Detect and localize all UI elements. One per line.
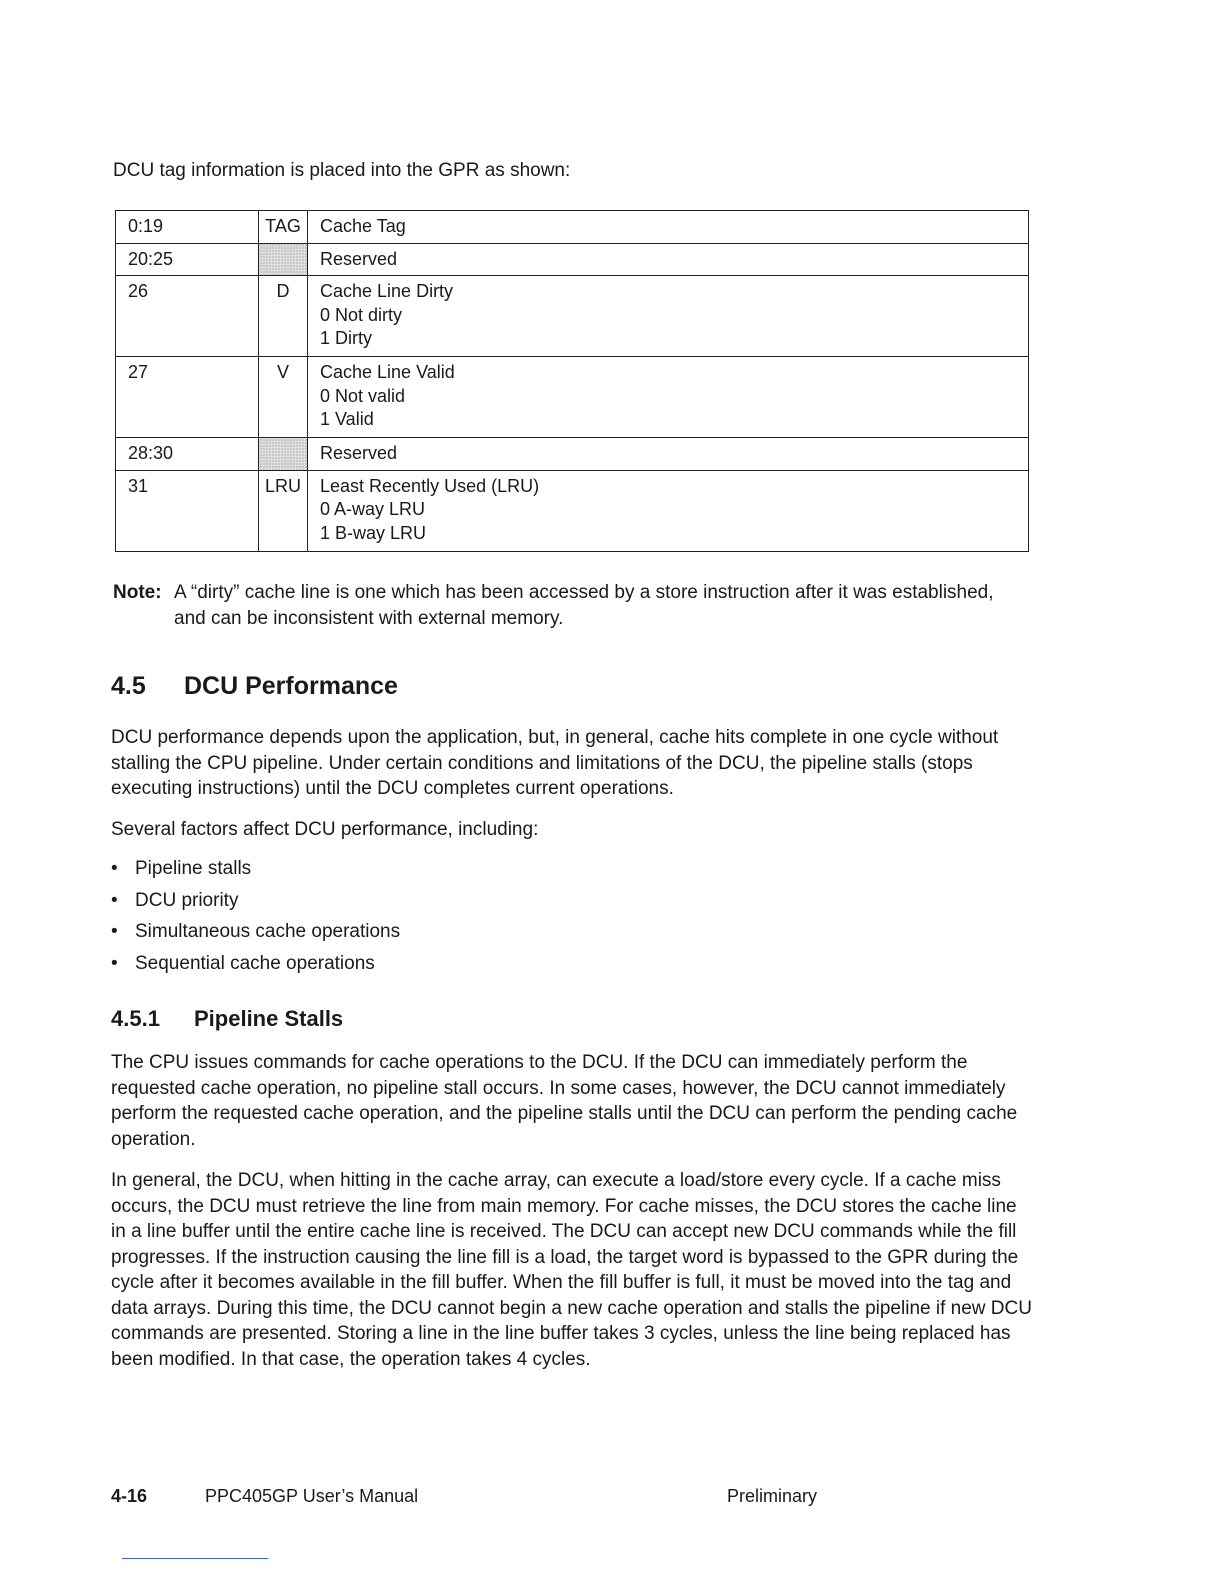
description-line: 0 A-way LRU (320, 499, 426, 519)
table-row (116, 470, 1029, 551)
subsection-heading (111, 1006, 343, 1032)
bits-cell: 26 (116, 276, 259, 357)
bullet-icon: • (111, 921, 118, 942)
bits-cell: 28:30 (116, 438, 259, 471)
footer-rule (122, 1558, 268, 1559)
paragraph-cache-miss: In general, the DCU, when hitting in the cache array, can execute a load/store every cycle. If a cache miss occurs, the DCU must retrieve the line from main memory. For cache misses, the DCU stores the cache line in a line buffer until the entire cache line is received. The DCU can accept new DCU commands while the fill progresses. If the instruction causing the line fill is a load, the target word is bypassed to the GPR during the cycle after it becomes available in the fill buffer. When the fill buffer is full, it must be moved into the tag and data arrays. During this time, the DCU cannot begin a new cache operation and stalls the pipeline if new DCU commands are presented. Storing a line in the line buffer takes 3 cycles, unless the line being replaced has been modified. In that case, the operation takes 4 cycles. (111, 1170, 1032, 1370)
table-row (116, 243, 1029, 276)
description-line: Least Recently Used (LRU) (320, 475, 540, 496)
table-intro: DCU tag information is placed into the GPR as shown: (113, 160, 571, 181)
description-line: Cache Tag (320, 216, 406, 236)
list-item: • Sequential cache operations (111, 950, 400, 982)
table-row (116, 211, 1029, 244)
description-line: Cache Line Dirty (320, 281, 454, 301)
paragraph-performance-intro: DCU performance depends upon the application, but, in general, cache hits complete in one cycle without stalling the CPU pipeline. Under certain conditions and limitations of the DCU, the pipeline stalls (stops executing instructions) until the DCU completes current operations. (111, 727, 999, 799)
table-row (116, 276, 1029, 357)
description-line: Reserved (320, 443, 398, 463)
description-line: 1 Dirty (320, 328, 373, 348)
description-line: 0 Not valid (320, 385, 406, 406)
bits-cell: 31 (116, 470, 259, 551)
list-item: • Simultaneous cache operations (111, 918, 400, 950)
field-cell: LRU (259, 470, 308, 551)
description-line: 1 B-way LRU (320, 522, 427, 543)
gpr-tag-table (115, 210, 1029, 552)
subsection-title: Pipeline Stalls (194, 1006, 344, 1031)
bullet-icon: • (111, 889, 118, 911)
description-line: 1 Valid (320, 409, 374, 429)
description-cell (308, 470, 1029, 551)
section-heading (111, 672, 398, 701)
footer-status: Preliminary (727, 1486, 818, 1506)
description-line: Cache Line Valid (320, 362, 455, 382)
note-text: A “dirty” cache line is one which has been accessed by a store instruction after it was established, and can be inconsistent with external memory. (174, 582, 994, 629)
paragraph-pipeline-stalls: The CPU issues commands for cache operations to the DCU. If the DCU can immediately perform the requested cache operation, no pipeline stall occurs. In some cases, however, the DCU cannot immediately perform the requested cache operation, and the pipeline stalls until the DCU can perform the pending cache operation. (111, 1052, 1018, 1150)
description-line: 0 Not dirty (320, 304, 403, 325)
description-cell (308, 438, 1029, 471)
bullet-icon: • (111, 952, 118, 974)
subsection-number: 4.5.1 (111, 1006, 160, 1031)
list-item: • Pipeline stalls (111, 855, 400, 887)
paragraph-factors-intro: Several factors affect DCU performance, including: (111, 819, 539, 840)
note-label: Note: (113, 582, 162, 603)
description-cell (308, 243, 1029, 276)
note (113, 580, 1013, 632)
list-item: • DCU priority (111, 887, 400, 919)
table-row (116, 357, 1029, 438)
description-cell (308, 276, 1029, 357)
section-number: 4.5 (111, 672, 146, 700)
section-title: DCU Performance (184, 672, 398, 700)
description-line: Reserved (320, 248, 398, 269)
footer-manual-title: PPC405GP User’s Manual (205, 1486, 419, 1506)
bits-cell: 20:25 (116, 243, 259, 276)
table-row (116, 438, 1029, 471)
description-cell (308, 211, 1029, 244)
bits-cell: 0:19 (116, 211, 259, 244)
description-cell (308, 357, 1029, 438)
field-cell: D (259, 276, 308, 357)
footer-page-number: 4-16 (111, 1486, 148, 1506)
bits-cell: 27 (116, 357, 259, 438)
bullet-icon: • (111, 858, 118, 879)
field-cell (259, 438, 308, 471)
field-cell (259, 243, 308, 276)
field-cell: TAG (259, 211, 308, 244)
field-cell: V (259, 357, 308, 438)
factor-list (111, 855, 400, 981)
